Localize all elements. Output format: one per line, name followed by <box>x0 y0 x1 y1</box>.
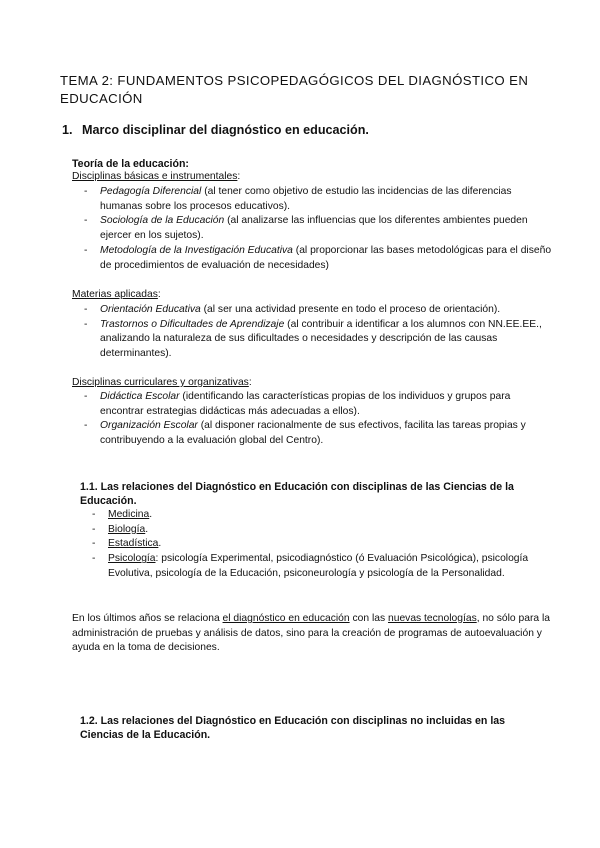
section-1-number: 1. <box>62 123 73 137</box>
list-item: - Metodología de la Investigación Educativa (al proporcionar las bases metodológicas para el diseño de procedimientos de evaluación de necesidades) <box>84 244 552 271</box>
section-1-heading <box>62 123 369 137</box>
title-line-2: EDUCACIÓN <box>60 91 143 106</box>
section-1-text: Marco disciplinar del diagnóstico en educación. <box>82 123 369 137</box>
paragraph-nuevas-tecnologias: En los últimos años se relaciona el diagnóstico en educación con las nuevas tecnologías, no sólo para la administración de pruebas y análisis de datos, sino para la creación de programas de autoevaluación y ayuda en la toma de decisiones. <box>72 613 550 654</box>
teoria-heading: Teoría de la educación: <box>72 158 189 170</box>
list-item: - Organización Escolar (al disponer racionalmente de sus efectivos, facilita las tareas propias y contribuyendo a la evaluación global del Centro). <box>84 420 526 447</box>
aplicadas-list <box>72 303 556 362</box>
list-item: - Orientación Educativa (al ser una actividad presente en todo el proceso de orientación). <box>84 304 501 315</box>
subsection-1-2-heading: 1.2. Las relaciones del Diagnóstico en Educación con disciplinas no incluidas en las Ciencias de la Educación. <box>80 715 506 741</box>
list-item: - Psicología: psicología Experimental, psicodiagnóstico (ó Evaluación Psicológica), psicología Evolutiva, psicología de la Educación, psiconeurología y psicología de la Personalidad. <box>92 553 529 579</box>
sub11-list <box>80 508 556 582</box>
document-title <box>60 72 528 108</box>
basicas-heading: Disciplinas básicas e instrumentales: <box>72 171 241 182</box>
subsection-1-1-heading: 1.1. Las relaciones del Diagnóstico en Educación con disciplinas de las Ciencias de la Educación. <box>80 481 514 507</box>
basicas-list <box>72 185 552 273</box>
list-item: - Medicina. <box>92 509 153 520</box>
curriculares-heading: Disciplinas curriculares y organizativas: <box>72 377 252 388</box>
aplicadas-heading: Materias aplicadas: <box>72 289 161 300</box>
title-line-1: TEMA 2: FUNDAMENTOS PSICOPEDAGÓGICOS DEL DIAGNÓSTICO EN <box>60 73 529 88</box>
list-item: - Sociología de la Educación (al analizarse las influencias que los diferentes ambientes pueden ejercer en los sujetos). <box>84 215 528 242</box>
list-item: - Pedagogía Diferencial (al tener como objetivo de estudio las incidencias de las diferencias humanas sobre los procesos educativos). <box>84 186 512 212</box>
list-item: - Didáctica Escolar (identificando las características propias de los individuos y grupos para encontrar estrategias didácticas más adecuadas a ellos). <box>84 391 511 417</box>
list-item: - Trastornos o Dificultades de Aprendizaje (al contribuir a identificar a los alumnos con NN.EE.EE., analizando la naturaleza de sus dificultades o necesidades y descripción de las causas determinantes). <box>84 318 542 360</box>
curriculares-list <box>72 390 556 449</box>
list-item: - Biología. <box>92 523 149 535</box>
list-item: - Estadística. <box>92 538 162 550</box>
